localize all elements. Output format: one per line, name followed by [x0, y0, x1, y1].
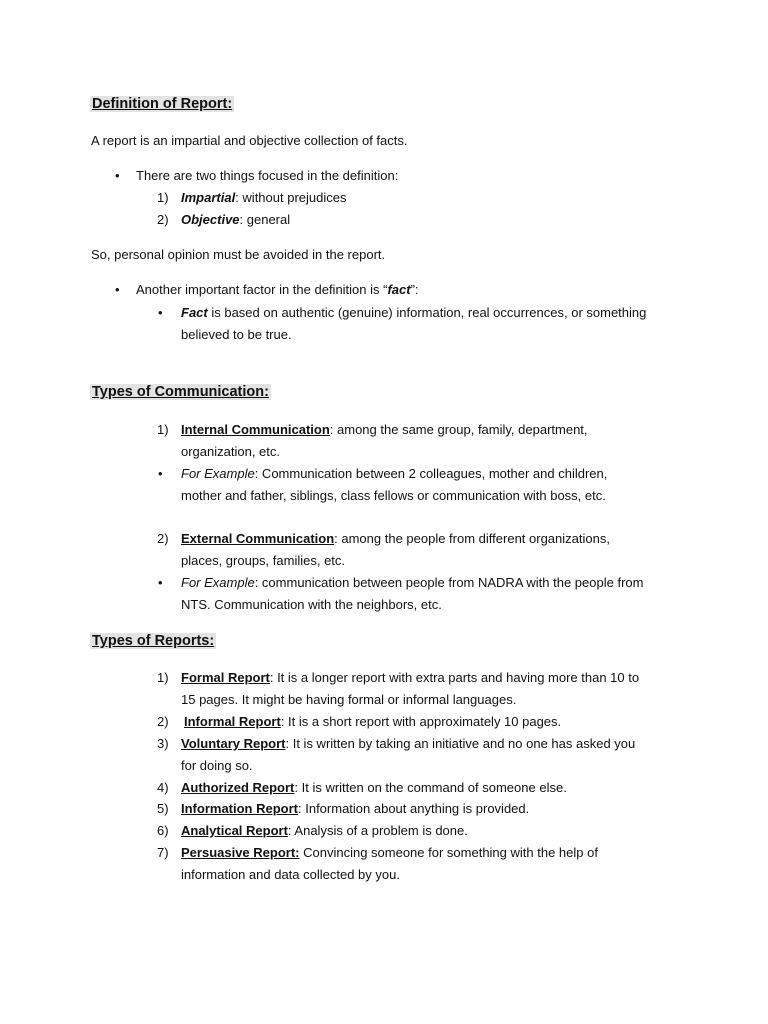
fact-definition-line-2: believed to be true.	[181, 327, 292, 342]
fact-definition-line-1: Fact is based on authentic (genuine) information, real occurrences, or something	[181, 305, 647, 320]
list-item: External Communication: among the people from different organizations,	[181, 531, 610, 546]
communication-heading: Types of Communication:	[92, 384, 269, 400]
list-number: 6)	[157, 823, 169, 838]
example-line: For Example: Communication between 2 colleagues, mother and children,	[181, 466, 608, 481]
example-line: mother and father, siblings, class fellows or communication with boss, etc.	[181, 488, 606, 503]
list-number: 2)	[157, 714, 169, 729]
example-line: NTS. Communication with the neighbors, etc.	[181, 597, 442, 612]
list-item: Voluntary Report: It is written by taking an initiative and no one has asked you	[181, 736, 636, 751]
list-number: 1)	[157, 422, 169, 437]
list-item: Analytical Report: Analysis of a problem is done.	[181, 823, 468, 838]
list-item-continuation: for doing so.	[181, 758, 253, 773]
list-item: Authorized Report: It is written on the command of someone else.	[181, 780, 567, 795]
list-item: Persuasive Report: Convincing someone for something with the help of	[181, 845, 598, 860]
reports-heading: Types of Reports:	[92, 633, 215, 649]
bullet-icon: •	[115, 282, 120, 297]
bullet-icon: •	[115, 168, 120, 183]
definition-intro: A report is an impartial and objective collection of facts.	[91, 133, 408, 148]
list-item-continuation: places, groups, families, etc.	[181, 553, 346, 568]
list-item: Information Report: Information about anything is provided.	[181, 801, 530, 816]
list-number: 2)	[157, 531, 169, 546]
list-number: 5)	[157, 801, 169, 816]
list-number: 2)	[157, 212, 169, 227]
list-number: 3)	[157, 736, 169, 751]
list-item-continuation: information and data collected by you.	[181, 867, 400, 882]
list-item-continuation: organization, etc.	[181, 444, 281, 459]
list-number: 7)	[157, 845, 169, 860]
definition-bullet-1: There are two things focused in the definition:	[136, 168, 399, 183]
list-number: 4)	[157, 780, 169, 795]
list-item: Formal Report: It is a longer report with extra parts and having more than 10 to	[181, 670, 640, 685]
bullet-icon: •	[158, 305, 163, 320]
bullet-icon: •	[158, 466, 163, 481]
list-item: Informal Report: It is a short report with approximately 10 pages.	[184, 714, 562, 729]
list-item-continuation: 15 pages. It might be having formal or informal languages.	[181, 692, 517, 707]
example-line: For Example: communication between people from NADRA with the people from	[181, 575, 644, 590]
list-number: 1)	[157, 190, 169, 205]
bullet-icon: •	[158, 575, 163, 590]
list-item: Objective: general	[181, 212, 291, 227]
definition-heading: Definition of Report:	[92, 96, 233, 112]
list-item: Internal Communication: among the same group, family, department,	[181, 422, 588, 437]
list-number: 1)	[157, 670, 169, 685]
list-item: Impartial: without prejudices	[181, 190, 347, 205]
definition-bullet-2: Another important factor in the definition is “fact”:	[136, 282, 419, 297]
definition-conclusion: So, personal opinion must be avoided in the report.	[91, 247, 386, 262]
